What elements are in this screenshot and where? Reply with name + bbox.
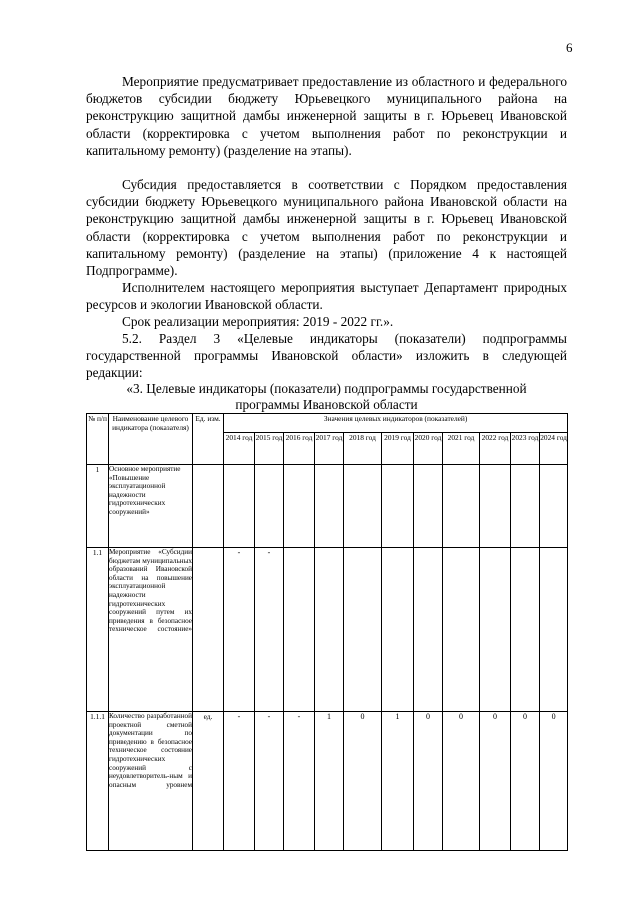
row-value bbox=[511, 548, 540, 712]
row-value: 1 bbox=[315, 712, 344, 851]
row-value: 1 bbox=[382, 712, 414, 851]
row-value bbox=[414, 548, 443, 712]
row-value bbox=[443, 465, 480, 548]
header-year: 2024 год bbox=[540, 433, 568, 465]
header-year: 2020 год bbox=[414, 433, 443, 465]
row-value: 0 bbox=[540, 712, 568, 851]
header-year: 2015 год bbox=[255, 433, 284, 465]
row-num: 1 bbox=[87, 465, 109, 548]
header-year: 2023 год bbox=[511, 433, 540, 465]
row-num: 1.1 bbox=[87, 548, 109, 712]
paragraph-term: Срок реализации мероприятия: 2019 - 2022 гг.». bbox=[122, 314, 394, 329]
header-unit: Ед. изм. bbox=[193, 414, 224, 465]
row-value bbox=[315, 548, 344, 712]
row-value bbox=[344, 548, 382, 712]
table-row bbox=[87, 712, 568, 851]
row-name: Мероприятие «Субсидии бюджетам муниципальных образований Ивановской области на повышение эксплуатационной надежности гидротехнических сооружений путем их приведения в безопасное техническое состояние» bbox=[109, 548, 193, 712]
row-value bbox=[540, 465, 568, 548]
row-value bbox=[480, 465, 511, 548]
row-value bbox=[255, 465, 284, 548]
row-value bbox=[224, 465, 255, 548]
row-value bbox=[414, 465, 443, 548]
table-title-line-2: программы Ивановской области bbox=[235, 397, 418, 412]
row-unit bbox=[193, 465, 224, 548]
page-number: 6 bbox=[566, 40, 573, 55]
row-value bbox=[284, 548, 315, 712]
table-title-line-1: «3. Целевые индикаторы (показатели) подпрограммы государственной bbox=[126, 381, 527, 396]
row-value: - bbox=[284, 712, 315, 851]
row-value bbox=[382, 548, 414, 712]
table-title bbox=[86, 381, 567, 413]
row-unit bbox=[193, 548, 224, 712]
row-name: Количество разработанной проектной сметной документации по приведению в безопасное техническое состояние гидротехнических сооружений с неудовлетворитель-ным и опасным уровнем bbox=[109, 712, 193, 851]
indicators-table bbox=[86, 413, 568, 851]
row-value bbox=[480, 548, 511, 712]
row-value bbox=[344, 465, 382, 548]
row-value: 0 bbox=[414, 712, 443, 851]
header-num: № п/п bbox=[87, 414, 109, 465]
row-value bbox=[382, 465, 414, 548]
row-num: 1.1.1 bbox=[87, 712, 109, 851]
row-unit: ед. bbox=[193, 712, 224, 851]
row-value: 0 bbox=[511, 712, 540, 851]
row-value: 0 bbox=[344, 712, 382, 851]
header-values: Значения целевых индикаторов (показателей) bbox=[224, 414, 568, 433]
header-year: 2014 год bbox=[224, 433, 255, 465]
row-value: - bbox=[224, 548, 255, 712]
header-year: 2022 год bbox=[480, 433, 511, 465]
row-value: - bbox=[255, 548, 284, 712]
row-value bbox=[284, 465, 315, 548]
header-year: 2017 год bbox=[315, 433, 344, 465]
table-row bbox=[87, 465, 568, 548]
table-row bbox=[87, 548, 568, 712]
header-year: 2021 год bbox=[443, 433, 480, 465]
row-value: 0 bbox=[480, 712, 511, 851]
row-value bbox=[315, 465, 344, 548]
row-value: 0 bbox=[443, 712, 480, 851]
row-value bbox=[443, 548, 480, 712]
row-value: - bbox=[224, 712, 255, 851]
row-value bbox=[540, 548, 568, 712]
header-name: Наименование целевого индикатора (показателя) bbox=[109, 414, 193, 465]
row-name: Основное мероприятие «Повышение эксплуатационной надежности гидротехнических сооружений» bbox=[109, 465, 193, 548]
row-value: - bbox=[255, 712, 284, 851]
paragraph-section-amendment: 5.2. Раздел 3 «Целевые индикаторы (показатели) подпрограммы государственной программы Ивановской области» изложить в следующей редакции: bbox=[86, 331, 567, 381]
header-year: 2016 год bbox=[284, 433, 315, 465]
header-year: 2019 год bbox=[382, 433, 414, 465]
header-year: 2018 год bbox=[344, 433, 382, 465]
row-value bbox=[511, 465, 540, 548]
paragraph-measure-description: Мероприятие предусматривает предоставление из областного и федерального бюджетов субсидии бюджету Юрьевецкого муниципального района на реконструкцию защитной дамбы инженерной защиты в г. Юрьевец Ивановской области (корректировка с учетом выполнения работ по реконструкции и капитальному ремонту) (разделение на этапы). bbox=[86, 74, 567, 158]
table-header-row bbox=[87, 414, 568, 433]
paragraph-executor: Исполнителем настоящего мероприятия выступает Департамент природных ресурсов и экологии Ивановской области. bbox=[86, 280, 567, 313]
paragraph-subsidy-procedure: Субсидия предоставляется в соответствии с Порядком предоставления субсидии бюджету Юрьевецкого муниципального района Ивановской области на реконструкцию защитной дамбы инженерной защиты в г. Юрьевец Ивановской области (корректировка с учетом выполнения работ по реконструкции и капитальному ремонту) (разделение на этапы) (приложение 4 к настоящей Подпрограмме). bbox=[86, 177, 567, 279]
